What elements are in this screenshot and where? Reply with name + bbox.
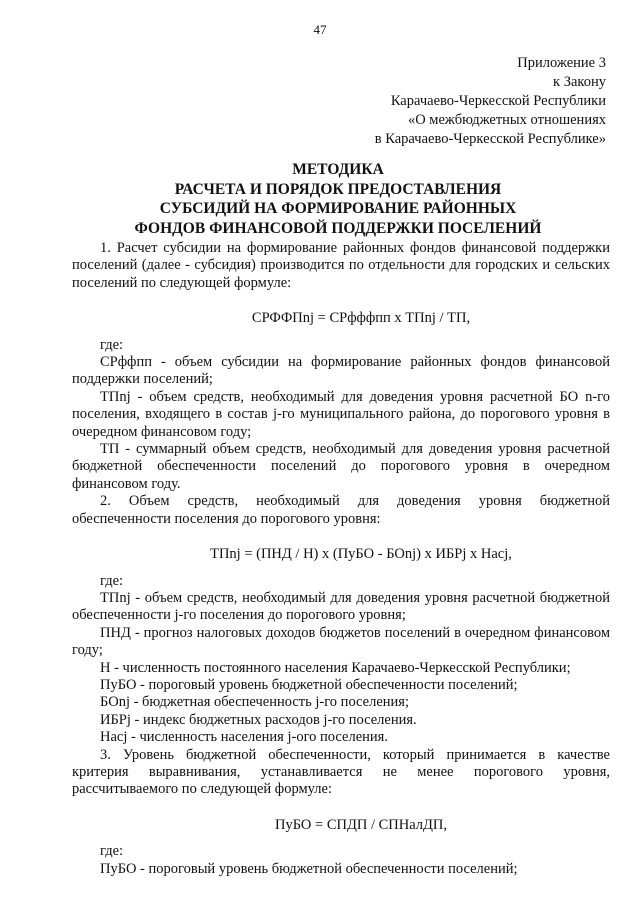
definition: СРффпп - объем субсидии на формирование районных фондов финансовой поддержки поселений;: [72, 354, 610, 388]
definition: ПуБО - пороговый уровень бюджетной обеспеченности поселений;: [100, 676, 518, 693]
appendix-header: [375, 54, 606, 149]
paragraph-3: 3. Уровень бюджетной обеспеченности, который принимается в качестве критерия выравнивания, устанавливается не менее порогового уровня, рассчитываемого по следующей формуле:: [72, 746, 610, 798]
title-line: МЕТОДИКА: [292, 161, 384, 178]
formula-pubo: ПуБО = СПДП / СПНалДП,: [274, 816, 448, 833]
definition: ТП - суммарный объем средств, необходимый для доведения уровня расчетной бюджетной обеспеченности поселений до порогового уровня в очередном финансовом году.: [72, 441, 610, 492]
paragraph-1: 1. Расчет субсидии на формирование районных фондов финансовой поддержки поселений (далее - субсидия) производится по отдельности для городских и сельских поселений по следующей формуле:: [72, 240, 610, 291]
formula-tpnj: ТПnj = (ПНД / Н) х (ПуБО - БОnj) х ИБРj х Насj,: [210, 546, 512, 563]
definition: ПуБО - пороговый уровень бюджетной обеспеченности поселений;: [100, 860, 518, 877]
title-line: СУБСИДИЙ НА ФОРМИРОВАНИЕ РАЙОННЫХ: [159, 200, 517, 217]
title-line: ФОНДОВ ФИНАНСОВОЙ ПОДДЕРЖКИ ПОСЕЛЕНИЙ: [134, 219, 542, 237]
definition: БОnj - бюджетная обеспеченность j-го поселения;: [100, 694, 409, 711]
where-label: где:: [100, 572, 124, 589]
formula-srffp: СРФФПnj = СРфффпп х ТПnj / ТП,: [251, 310, 471, 327]
appendix-line: в Карачаево-Черкесской Республике»: [374, 131, 606, 147]
definition: Насj - численность населения j-ого поселения.: [100, 729, 388, 746]
appendix-line: Приложение 3: [517, 55, 606, 71]
paragraph-2: 2. Объем средств, необходимый для доведения уровня бюджетной обеспеченности поселения до порогового уровня:: [72, 493, 610, 527]
appendix-line: Карачаево-Черкесской Республики: [390, 93, 606, 109]
document-body: [72, 240, 610, 878]
definition: ИБРj - индекс бюджетных расходов j-го поселения.: [100, 711, 417, 728]
where-label: где:: [100, 336, 124, 353]
definition: Н - численность постоянного населения Карачаево-Черкесской Республики;: [100, 659, 571, 676]
where-label: где:: [100, 843, 124, 860]
definition: ТПnj - объем средств, необходимый для доведения уровня расчетной бюджетной обеспеченности j-го поселения до порогового уровня;: [72, 589, 610, 624]
title-line: РАСЧЕТА И ПОРЯДОК ПРЕДОСТАВЛЕНИЯ: [174, 180, 502, 198]
appendix-line: «О межбюджетных отношениях: [407, 112, 606, 128]
definition: ТПnj - объем средств, необходимый для доведения уровня расчетной БО n-го поселения, входящего в состав j-го муниципального района, до порогового уровня в очередном финансовом году;: [72, 388, 610, 440]
definition: ПНД - прогноз налоговых доходов бюджетов поселений в очередном финансовом году;: [72, 624, 610, 659]
document-title: [60, 160, 616, 238]
page-number: 47: [313, 22, 327, 37]
appendix-line: к Закону: [553, 74, 606, 90]
